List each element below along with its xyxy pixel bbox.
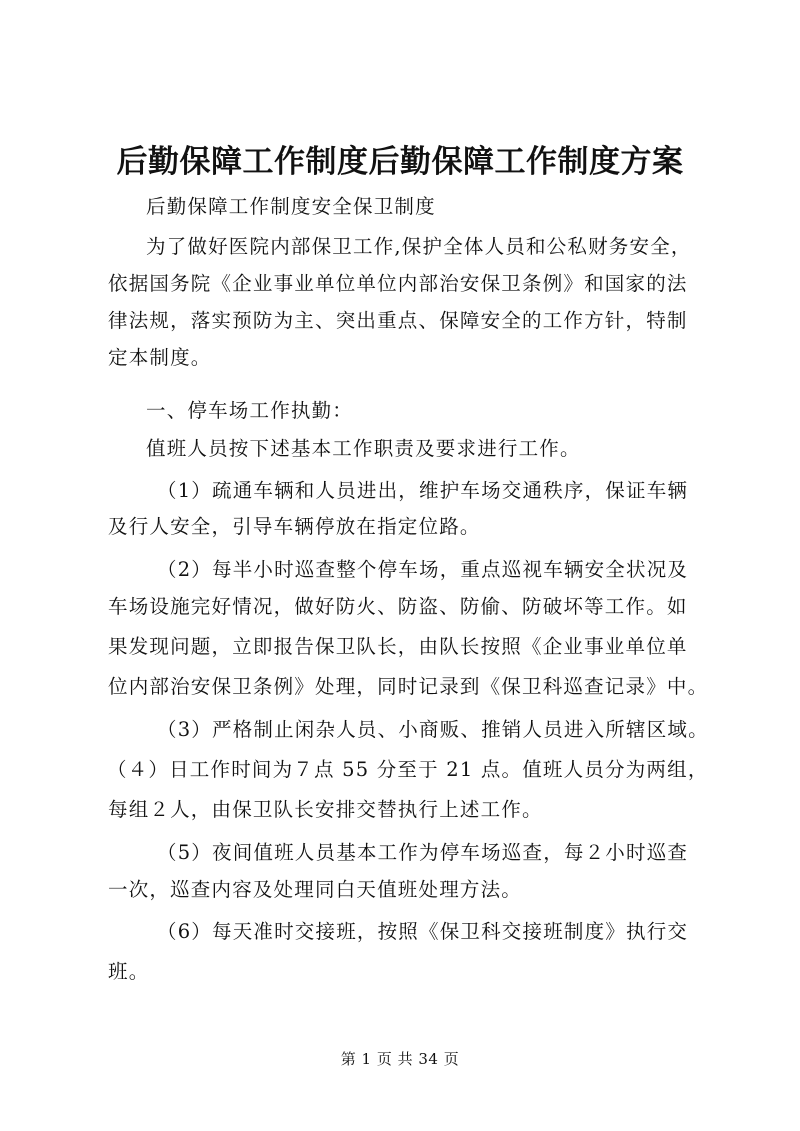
intro-line-3: 律法规，落实预防为主、突出重点、保障安全的工作方针，特制 bbox=[108, 309, 688, 332]
item-2-line-3: 果发现问题，立即报告保卫队长，由队长按照《企业事业单位单 bbox=[108, 635, 688, 658]
item-5-line-1: （5）夜间值班人员基本工作为停车场巡查，每２小时巡查 bbox=[157, 841, 689, 864]
item-5-line-2: 一次，巡查内容及处理同白天值班处理方法。 bbox=[108, 878, 523, 901]
item-2-line-2: 车场设施完好情况，做好防火、防盗、防偷、防破坏等工作。如 bbox=[108, 595, 688, 618]
item-4-line-2: 每组２人，由保卫队长安排交替执行上述工作。 bbox=[108, 798, 543, 821]
item-1-line-2: 及行人安全，引导车辆停放在指定位路。 bbox=[108, 515, 481, 538]
page-number: 第 1 页 共 34 页 bbox=[340, 1050, 460, 1068]
item-6-line-2: 班。 bbox=[108, 960, 150, 983]
item-3-line: （3）严格制止闲杂人员、小商贩、推销人员进入所辖区域。 bbox=[157, 718, 709, 741]
item-4-line-1: （４）日工作时间为７点 55 分至于 21 点。值班人员分为两组， bbox=[107, 758, 709, 781]
item-2-line-4: 位内部治安保卫条例》处理，同时记录到《保卫科巡查记录》中。 bbox=[108, 675, 709, 698]
intro-line-4: 定本制度。 bbox=[108, 346, 212, 369]
item-1-line-1: （1）疏通车辆和人员进出，维护车场交通秩序，保证车辆 bbox=[157, 479, 689, 502]
section-lead: 值班人员按下述基本工作职责及要求进行工作。 bbox=[146, 437, 581, 460]
intro-line-1: 为了做好医院内部保卫工作,保护全体人员和公私财务安全， bbox=[146, 235, 692, 258]
section-heading: 一、停车场工作执勤： bbox=[146, 399, 354, 422]
item-2-line-1: （2）每半小时巡查整个停车场，重点巡视车辆安全状况及 bbox=[157, 558, 689, 581]
intro-line-2: 依据国务院《企业事业单位单位内部治安保卫条例》和国家的法 bbox=[108, 272, 688, 295]
document-title: 后勤保障工作制度后勤保障工作制度方案 bbox=[116, 144, 684, 180]
document-subtitle: 后勤保障工作制度安全保卫制度 bbox=[146, 195, 436, 218]
item-6-line-1: （6）每天准时交接班，按照《保卫科交接班制度》执行交 bbox=[157, 920, 689, 943]
